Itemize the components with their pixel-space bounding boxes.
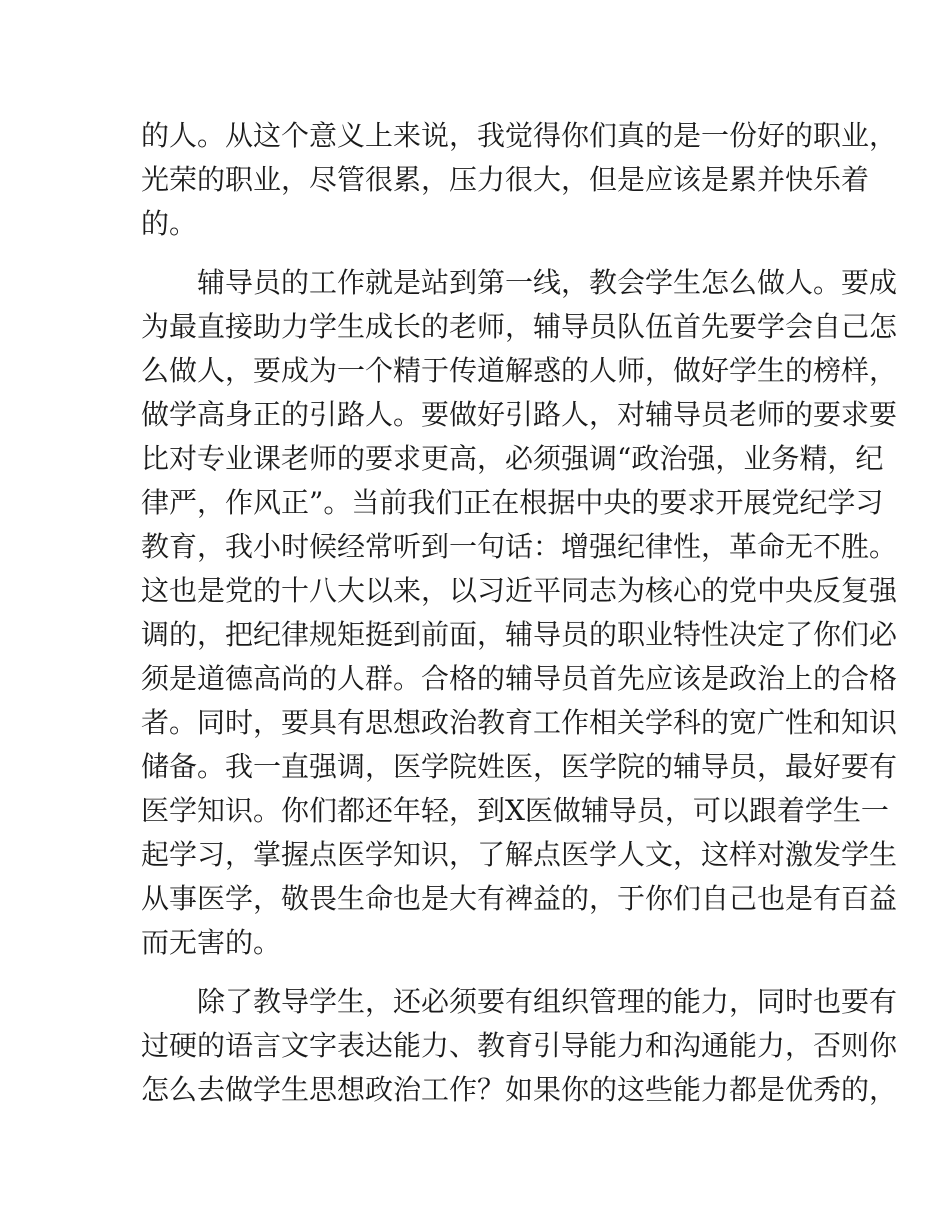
text-line: 储备。我一直强调，医学院姓医，医学院的辅导员，最好要有 bbox=[141, 750, 898, 783]
text-line: 做学高身正的引路人。要做好引路人，对辅导员老师的要求要 bbox=[141, 398, 898, 431]
text-line: 除了教导学生，还必须要有组织管理的能力，同时也要有 bbox=[197, 985, 898, 1018]
text-line: 起学习，掌握点医学知识，了解点医学人文，这样对激发学生 bbox=[141, 838, 898, 871]
text-line: 医学知识。你们都还年轻，到X医做辅导员，可以跟着学生一 bbox=[141, 794, 889, 827]
text-line: 须是道德高尚的人群。合格的辅导员首先应该是政治上的合格 bbox=[141, 662, 898, 695]
text-line: 从事医学，敬畏生命也是大有裨益的，于你们自己也是有百益 bbox=[141, 882, 898, 915]
paragraph-1 bbox=[141, 114, 898, 246]
text-line: 律严，作风正”。当前我们正在根据中央的要求开展党纪学习 bbox=[141, 486, 884, 519]
text-line: 的。 bbox=[141, 207, 198, 240]
text-line: 怎么去做学生思想政治工作？如果你的这些能力都是优秀的， bbox=[141, 1073, 898, 1106]
document-body bbox=[141, 114, 898, 1112]
text-line: 辅导员的工作就是站到第一线，教会学生怎么做人。要成 bbox=[197, 266, 898, 299]
text-line: 比对专业课老师的要求更高，必须强调“政治强，业务精，纪 bbox=[141, 442, 884, 475]
paragraph-3 bbox=[141, 980, 898, 1112]
text-line: 为最直接助力学生成长的老师，辅导员队伍首先要学会自己怎 bbox=[141, 310, 898, 343]
paragraph-spacer bbox=[141, 965, 811, 980]
text-line: 么做人，要成为一个精于传道解惑的人师，做好学生的榜样， bbox=[141, 354, 898, 387]
text-line: 光荣的职业，尽管很累，压力很大，但是应该是累并快乐着 bbox=[141, 163, 870, 196]
text-line: 这也是党的十八大以来，以习近平同志为核心的党中央反复强 bbox=[141, 574, 898, 607]
text-line: 调的，把纪律规矩挺到前面，辅导员的职业特性决定了你们必 bbox=[141, 618, 898, 651]
text-line: 的人。从这个意义上来说，我觉得你们真的是一份好的职业， bbox=[141, 119, 898, 152]
text-line: 教育，我小时候经常听到一句话：增强纪律性，革命无不胜。 bbox=[141, 530, 898, 563]
text-line: 过硬的语言文字表达能力、教育引导能力和沟通能力，否则你 bbox=[141, 1029, 898, 1062]
text-line: 而无害的。 bbox=[141, 926, 282, 959]
paragraph-spacer bbox=[141, 246, 811, 261]
text-line: 者。同时，要具有思想政治教育工作相关学科的宽广性和知识 bbox=[141, 706, 898, 739]
paragraph-2 bbox=[141, 261, 898, 965]
